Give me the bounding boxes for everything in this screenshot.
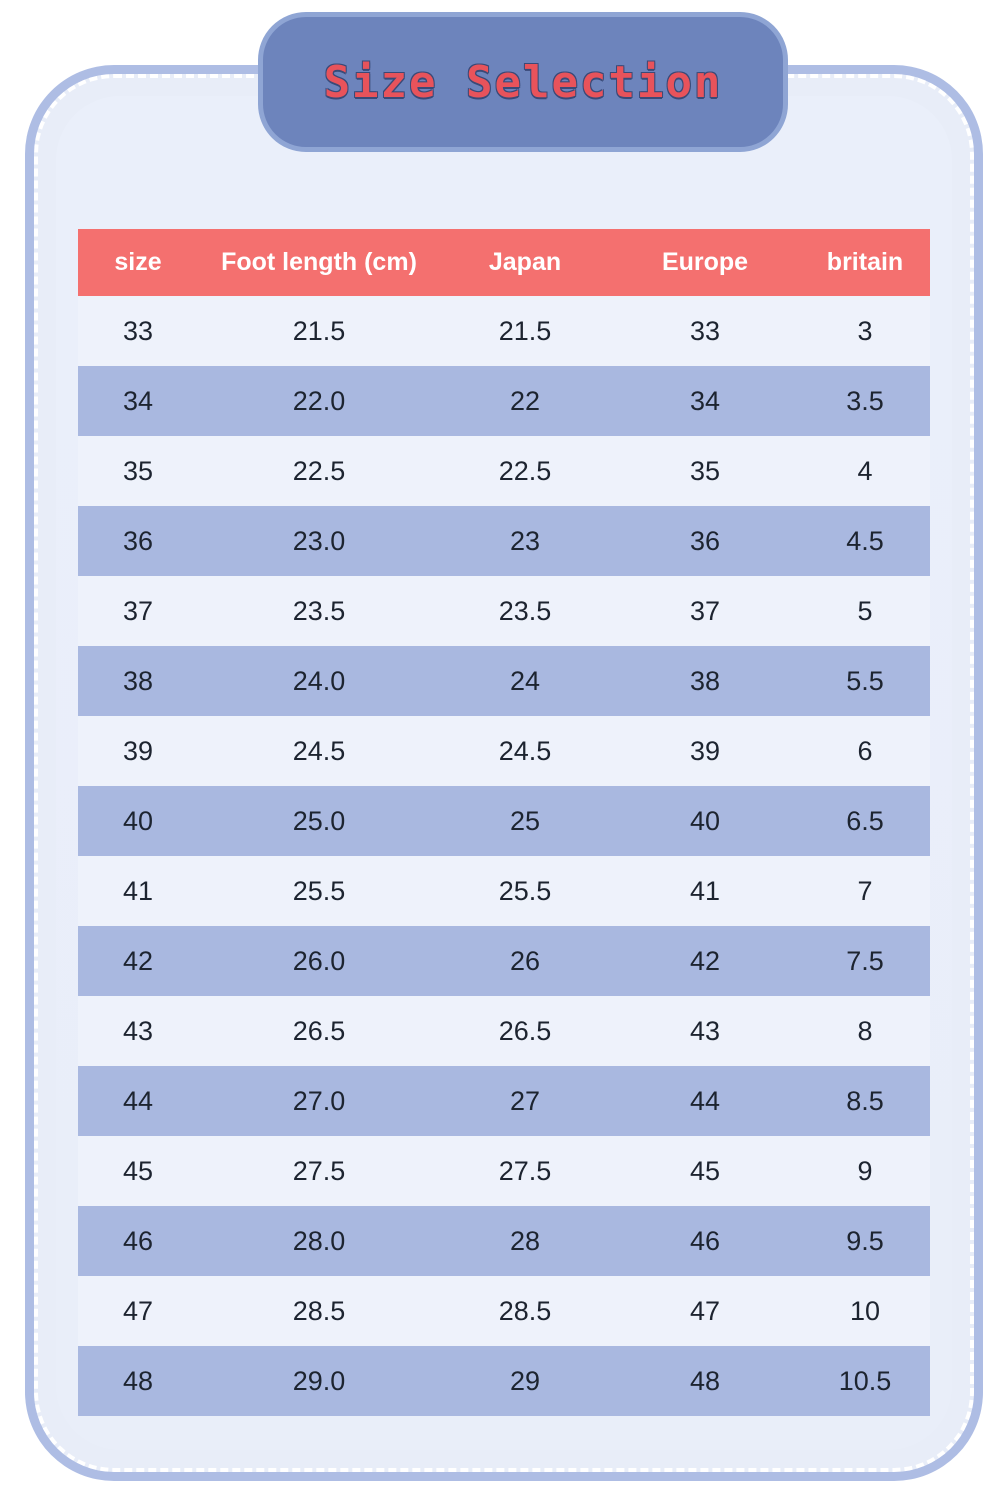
table-header-row — [78, 229, 930, 296]
table-cell: 4.5 — [800, 506, 930, 576]
table-cell: 43 — [78, 996, 198, 1066]
table-cell: 3.5 — [800, 366, 930, 436]
table-cell: 29 — [440, 1346, 610, 1416]
table-row — [78, 1276, 930, 1346]
table-cell: 26.0 — [198, 926, 440, 996]
table-row — [78, 716, 930, 786]
table-cell: 7 — [800, 856, 930, 926]
table-cell: 45 — [610, 1136, 800, 1206]
table-cell: 5.5 — [800, 646, 930, 716]
table-cell: 27.5 — [440, 1136, 610, 1206]
table-cell: 25.0 — [198, 786, 440, 856]
table-cell: 28.5 — [198, 1276, 440, 1346]
table-cell: 40 — [610, 786, 800, 856]
table-cell: 28.0 — [198, 1206, 440, 1276]
table-cell: 23.5 — [198, 576, 440, 646]
table-row — [78, 786, 930, 856]
table-cell: 38 — [78, 646, 198, 716]
table-cell: 9 — [800, 1136, 930, 1206]
table-cell: 22.5 — [198, 436, 440, 506]
table-cell: 46 — [610, 1206, 800, 1276]
table-cell: 22.5 — [440, 436, 610, 506]
table-cell: 27.0 — [198, 1066, 440, 1136]
table-cell: 45 — [78, 1136, 198, 1206]
table-cell: 8 — [800, 996, 930, 1066]
table-cell: 6.5 — [800, 786, 930, 856]
table-cell: 37 — [78, 576, 198, 646]
column-header-europe: Europe — [610, 229, 800, 296]
table-cell: 8.5 — [800, 1066, 930, 1136]
table-cell: 33 — [78, 296, 198, 366]
table-cell: 22.0 — [198, 366, 440, 436]
size-table — [78, 229, 930, 1416]
table-row — [78, 1346, 930, 1416]
table-cell: 38 — [610, 646, 800, 716]
size-table-container — [78, 229, 930, 1416]
table-cell: 47 — [78, 1276, 198, 1346]
table-cell: 46 — [78, 1206, 198, 1276]
table-cell: 25.5 — [198, 856, 440, 926]
table-cell: 34 — [610, 366, 800, 436]
table-cell: 28 — [440, 1206, 610, 1276]
table-cell: 33 — [610, 296, 800, 366]
table-cell: 24 — [440, 646, 610, 716]
table-cell: 44 — [78, 1066, 198, 1136]
table-cell: 41 — [610, 856, 800, 926]
table-cell: 27 — [440, 1066, 610, 1136]
table-cell: 9.5 — [800, 1206, 930, 1276]
table-cell: 48 — [610, 1346, 800, 1416]
column-header-britain: britain — [800, 229, 930, 296]
table-cell: 44 — [610, 1066, 800, 1136]
table-cell: 24.5 — [198, 716, 440, 786]
table-cell: 10.5 — [800, 1346, 930, 1416]
table-cell: 36 — [610, 506, 800, 576]
table-cell: 35 — [78, 436, 198, 506]
table-cell: 42 — [610, 926, 800, 996]
table-row — [78, 1136, 930, 1206]
table-cell: 37 — [610, 576, 800, 646]
table-cell: 43 — [610, 996, 800, 1066]
table-cell: 26.5 — [440, 996, 610, 1066]
table-cell: 29.0 — [198, 1346, 440, 1416]
table-header — [78, 229, 930, 296]
table-row — [78, 366, 930, 436]
table-row — [78, 1206, 930, 1276]
table-cell: 4 — [800, 436, 930, 506]
table-cell: 26.5 — [198, 996, 440, 1066]
table-cell: 48 — [78, 1346, 198, 1416]
table-row — [78, 856, 930, 926]
column-header-size: size — [78, 229, 198, 296]
table-cell: 23.0 — [198, 506, 440, 576]
table-cell: 47 — [610, 1276, 800, 1346]
table-cell: 28.5 — [440, 1276, 610, 1346]
column-header-japan: Japan — [440, 229, 610, 296]
table-cell: 25.5 — [440, 856, 610, 926]
table-cell: 6 — [800, 716, 930, 786]
table-cell: 23.5 — [440, 576, 610, 646]
table-row — [78, 996, 930, 1066]
table-cell: 27.5 — [198, 1136, 440, 1206]
table-cell: 34 — [78, 366, 198, 436]
table-cell: 39 — [78, 716, 198, 786]
table-cell: 26 — [440, 926, 610, 996]
table-cell: 21.5 — [198, 296, 440, 366]
column-header-foot-length: Foot length (cm) — [198, 229, 440, 296]
table-row — [78, 1066, 930, 1136]
table-cell: 36 — [78, 506, 198, 576]
table-cell: 24.5 — [440, 716, 610, 786]
table-row — [78, 576, 930, 646]
table-cell: 25 — [440, 786, 610, 856]
table-cell: 3 — [800, 296, 930, 366]
table-cell: 24.0 — [198, 646, 440, 716]
title-banner — [258, 12, 788, 152]
table-row — [78, 436, 930, 506]
table-cell: 10 — [800, 1276, 930, 1346]
table-row — [78, 506, 930, 576]
table-cell: 42 — [78, 926, 198, 996]
table-row — [78, 296, 930, 366]
table-cell: 22 — [440, 366, 610, 436]
table-row — [78, 646, 930, 716]
table-cell: 23 — [440, 506, 610, 576]
table-row — [78, 926, 930, 996]
table-cell: 39 — [610, 716, 800, 786]
table-cell: 21.5 — [440, 296, 610, 366]
table-cell: 7.5 — [800, 926, 930, 996]
page-title: Size Selection — [323, 56, 723, 108]
table-cell: 5 — [800, 576, 930, 646]
table-cell: 35 — [610, 436, 800, 506]
table-cell: 40 — [78, 786, 198, 856]
table-body — [78, 296, 930, 1416]
table-cell: 41 — [78, 856, 198, 926]
